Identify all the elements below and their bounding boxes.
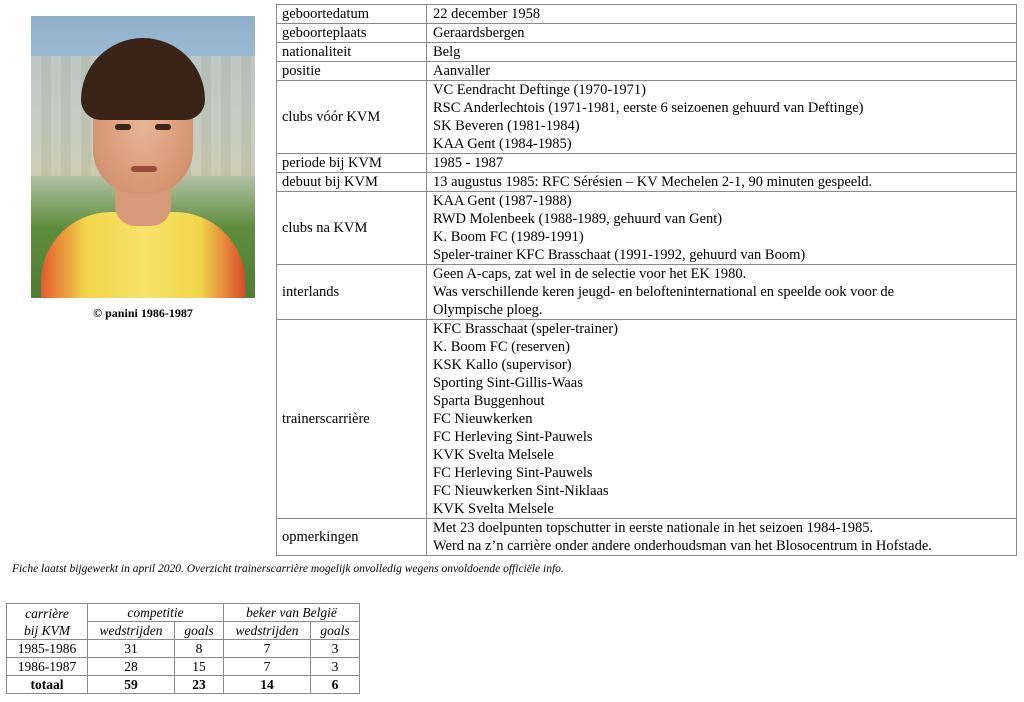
info-value-line: Belg bbox=[433, 44, 461, 60]
info-table bbox=[276, 4, 1017, 556]
info-value-line: RWD Molenbeek (1988-1989, gehuurd van Gent) bbox=[433, 211, 723, 227]
info-value bbox=[427, 265, 1017, 320]
info-label: geboortedatum bbox=[277, 5, 427, 24]
info-value-line: K. Boom FC (1989-1991) bbox=[433, 229, 584, 245]
stats-cell: 23 bbox=[175, 676, 224, 694]
stats-group-beker: beker van België bbox=[224, 604, 360, 622]
info-value bbox=[427, 173, 1017, 192]
stats-cell: 7 bbox=[224, 658, 311, 676]
update-note: Fiche laatst bijgewerkt in april 2020. Overzicht trainerscarrière mogelijk onvolledig wegens onvoldoende officiële info. bbox=[12, 563, 564, 575]
stats-cell: 3 bbox=[311, 658, 360, 676]
info-label: trainerscarrière bbox=[277, 320, 427, 519]
table-row bbox=[7, 658, 360, 676]
info-value bbox=[427, 320, 1017, 519]
table-row bbox=[7, 640, 360, 658]
info-row bbox=[277, 24, 1017, 43]
stats-subheader: goals bbox=[175, 622, 224, 640]
info-row bbox=[277, 81, 1017, 154]
photo-caption: © panini 1986-1987 bbox=[93, 306, 193, 320]
info-value-line: VC Eendracht Deftinge (1970-1971) bbox=[433, 82, 647, 98]
info-row bbox=[277, 62, 1017, 81]
info-value-line: Speler-trainer KFC Brasschaat (1991-1992, gehuurd van Boom) bbox=[433, 247, 806, 263]
stats-cell: 15 bbox=[175, 658, 224, 676]
stats-cell: 1986-1987 bbox=[7, 658, 88, 676]
info-value-line: 1985 - 1987 bbox=[433, 155, 504, 171]
info-value bbox=[427, 24, 1017, 43]
info-row bbox=[277, 173, 1017, 192]
info-value-line: Werd na z’n carrière onder andere onderhoudsman van het Blosocentrum in Hofstade. bbox=[433, 538, 932, 554]
stats-cell: 8 bbox=[175, 640, 224, 658]
stats-cell: totaal bbox=[7, 676, 88, 694]
stats-cell: 59 bbox=[88, 676, 175, 694]
stats-subheader: goals bbox=[311, 622, 360, 640]
info-row bbox=[277, 320, 1017, 519]
info-value-line: FC Nieuwkerken bbox=[433, 411, 533, 427]
info-value-line: RSC Anderlechtois (1971-1981, eerste 6 seizoenen gehuurd van Deftinge) bbox=[433, 100, 864, 116]
stats-group-competitie: competitie bbox=[88, 604, 224, 622]
table-row-total bbox=[7, 676, 360, 694]
info-row bbox=[277, 519, 1017, 556]
info-row bbox=[277, 5, 1017, 24]
stats-cell: 6 bbox=[311, 676, 360, 694]
info-value-line: KVK Svelta Melsele bbox=[433, 447, 554, 463]
info-value-line: FC Nieuwkerken Sint-Niklaas bbox=[433, 483, 609, 499]
info-label: clubs vóór KVM bbox=[277, 81, 427, 154]
stats-cell: 3 bbox=[311, 640, 360, 658]
info-value-line: KAA Gent (1987-1988) bbox=[433, 193, 572, 209]
info-label: clubs na KVM bbox=[277, 192, 427, 265]
info-value bbox=[427, 81, 1017, 154]
info-value-line: KVK Svelta Melsele bbox=[433, 501, 554, 517]
info-value-line: Aanvaller bbox=[433, 63, 491, 79]
info-row bbox=[277, 192, 1017, 265]
info-row bbox=[277, 265, 1017, 320]
info-value-line: Geraardsbergen bbox=[433, 25, 525, 41]
info-value-line: Met 23 doelpunten topschutter in eerste nationale in het seizoen 1984-1985. bbox=[433, 520, 874, 536]
info-label: opmerkingen bbox=[277, 519, 427, 556]
info-value-line: KFC Brasschaat (speler-trainer) bbox=[433, 321, 618, 337]
info-value-line: Was verschillende keren jeugd- en belofteninternational en speelde ook voor de bbox=[433, 284, 895, 300]
stats-cell: 28 bbox=[88, 658, 175, 676]
info-value bbox=[427, 192, 1017, 265]
info-value-line: 13 augustus 1985: RFC Sérésien – KV Mechelen 2-1, 90 minuten gespeeld. bbox=[433, 174, 873, 190]
stats-cell: 14 bbox=[224, 676, 311, 694]
info-value-line: K. Boom FC (reserven) bbox=[433, 339, 570, 355]
info-value-line: 22 december 1958 bbox=[433, 6, 541, 22]
info-value-line: KSK Kallo (supervisor) bbox=[433, 357, 572, 373]
info-value-line: Geen A-caps, zat wel in de selectie voor het EK 1980. bbox=[433, 266, 747, 282]
info-label: geboorteplaats bbox=[277, 24, 427, 43]
info-value-line: Sporting Sint-Gillis-Waas bbox=[433, 375, 583, 391]
stats-cell: 31 bbox=[88, 640, 175, 658]
stats-cell: 1985-1986 bbox=[7, 640, 88, 658]
info-label: periode bij KVM bbox=[277, 154, 427, 173]
info-value bbox=[427, 62, 1017, 81]
info-value-line: Sparta Buggenhout bbox=[433, 393, 545, 409]
info-value-line: FC Herleving Sint-Pauwels bbox=[433, 429, 593, 445]
stats-subheader: wedstrijden bbox=[88, 622, 175, 640]
info-row bbox=[277, 154, 1017, 173]
info-value bbox=[427, 519, 1017, 556]
stats-cell: 7 bbox=[224, 640, 311, 658]
stats-corner-header: carrière bij KVM bbox=[7, 604, 88, 640]
info-value bbox=[427, 43, 1017, 62]
info-label: debuut bij KVM bbox=[277, 173, 427, 192]
stats-subheader: wedstrijden bbox=[224, 622, 311, 640]
player-photo bbox=[31, 16, 255, 298]
info-value bbox=[427, 154, 1017, 173]
info-value bbox=[427, 5, 1017, 24]
info-value-line: Olympische ploeg. bbox=[433, 302, 543, 318]
info-label: positie bbox=[277, 62, 427, 81]
info-value-line: SK Beveren (1981-1984) bbox=[433, 118, 580, 134]
info-row bbox=[277, 43, 1017, 62]
info-value-line: FC Herleving Sint-Pauwels bbox=[433, 465, 593, 481]
info-value-line: KAA Gent (1984-1985) bbox=[433, 136, 572, 152]
info-label: nationaliteit bbox=[277, 43, 427, 62]
stats-table bbox=[6, 603, 360, 694]
info-label: interlands bbox=[277, 265, 427, 320]
